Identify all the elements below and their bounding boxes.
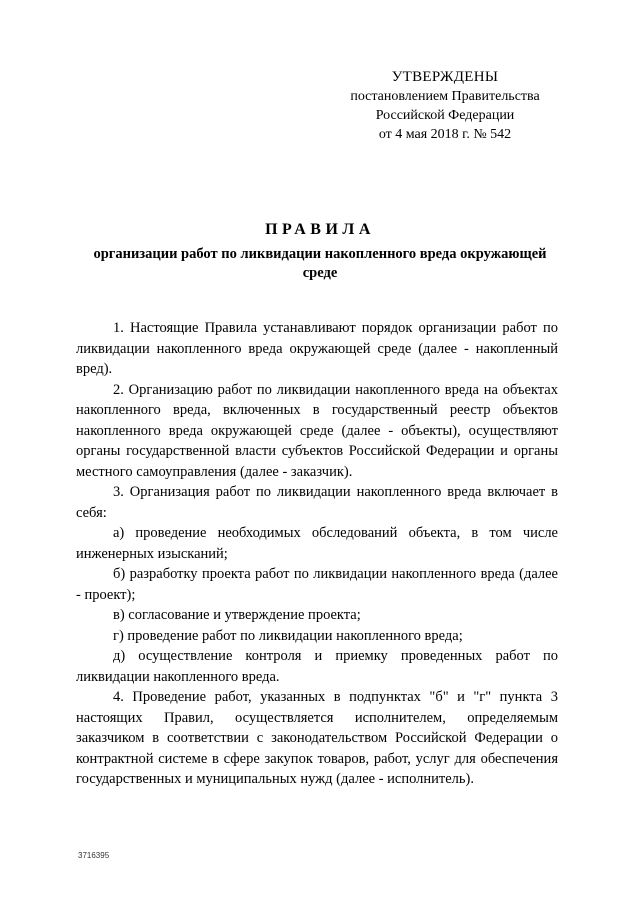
- approval-line-3: от 4 мая 2018 г. № 542: [378, 127, 512, 142]
- approval-title: УТВЕРЖДЕНЫ: [391, 69, 499, 85]
- subitem-d: д) осуществление контроля и приемку проведенных работ по ликвидации накопленного вреда.: [76, 648, 558, 685]
- subitem-g: г) проведение работ по ликвидации накопленного вреда;: [113, 627, 463, 644]
- document-body: [76, 318, 558, 790]
- document-code: 3716395: [78, 851, 110, 860]
- approval-line-2: Российской Федерации: [375, 108, 515, 123]
- document-subtitle: организации работ по ликвидации накопленного вреда окружающей среде: [93, 246, 547, 281]
- paragraph-4: 4. Проведение работ, указанных в подпунктах "б" и "г" пункта 3 настоящих Правил, осуществляется исполнителем, определяемым заказчиком в соответствии с законодательством Российской Федерации о контрактной системе в сфере закупок товаров, работ, услуг для обеспечения государственных и муниципальных нужд (далее - исполнитель).: [76, 689, 558, 787]
- subitem-a: а) проведение необходимых обследований объекта, в том числе инженерных изысканий;: [76, 525, 558, 562]
- paragraph-2: 2. Организацию работ по ликвидации накопленного вреда на объектах накопленного вреда, включенных в государственный реестр объектов накопленного вреда окружающей среде (далее - объекты), осуществляют органы государственной власти субъектов Российской Федерации и органы местного самоуправления (далее - заказчик).: [76, 381, 558, 480]
- subitem-v: в) согласование и утверждение проекта;: [113, 607, 361, 623]
- document-title: ПРАВИЛА: [265, 221, 375, 238]
- paragraph-1: 1. Настоящие Правила устанавливают порядок организации работ по ликвидации накопленного вреда окружающей среде (далее - накопленный вред).: [76, 320, 558, 377]
- paragraph-3: 3. Организация работ по ликвидации накопленного вреда включает в себя:: [76, 484, 558, 521]
- subitem-b: б) разработку проекта работ по ликвидации накопленного вреда (далее - проект);: [76, 566, 558, 603]
- approval-line-1: постановлением Правительства: [350, 89, 540, 104]
- approval-block: [340, 68, 550, 144]
